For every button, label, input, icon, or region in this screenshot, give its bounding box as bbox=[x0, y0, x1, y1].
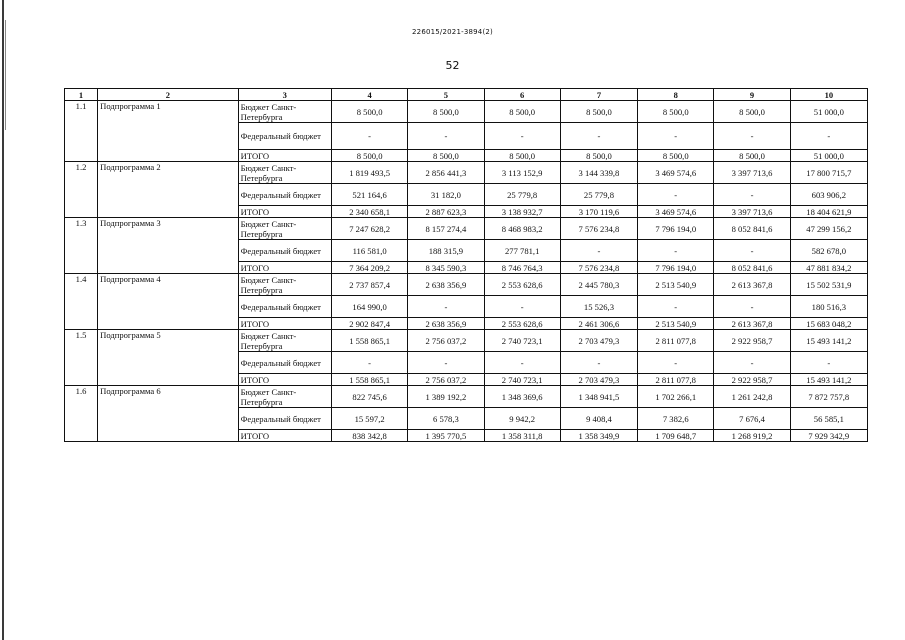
value-cell: - bbox=[638, 352, 714, 374]
value-cell: 2 613 367,8 bbox=[714, 274, 790, 296]
value-cell: 1 348 941,5 bbox=[560, 386, 637, 408]
funding-source: Федеральный бюджет bbox=[238, 123, 331, 150]
value-cell: 2 756 037,2 bbox=[408, 374, 484, 386]
value-cell: 18 404 621,9 bbox=[790, 206, 867, 218]
funding-source: Федеральный бюджет bbox=[238, 408, 331, 430]
value-cell: 1 348 369,6 bbox=[484, 386, 560, 408]
funding-source: Бюджет Санкт-Петербурга bbox=[238, 218, 331, 240]
table-row bbox=[65, 386, 868, 408]
funding-source: Федеральный бюджет bbox=[238, 240, 331, 262]
header-cell: 9 bbox=[714, 89, 790, 101]
value-cell: 17 800 715,7 bbox=[790, 162, 867, 184]
value-cell: 2 756 037,2 bbox=[408, 330, 484, 352]
header-cell: 8 bbox=[638, 89, 714, 101]
value-cell: 3 144 339,8 bbox=[560, 162, 637, 184]
table-row bbox=[65, 162, 868, 184]
funding-source: Бюджет Санкт-Петербурга bbox=[238, 330, 331, 352]
value-cell: 2 553 628,6 bbox=[484, 318, 560, 330]
value-cell: 1 261 242,8 bbox=[714, 386, 790, 408]
value-cell: 31 182,0 bbox=[408, 184, 484, 206]
value-cell: 1 358 349,9 bbox=[560, 430, 637, 442]
funding-source: ИТОГО bbox=[238, 150, 331, 162]
document-number: 226015/2021-3894(2) bbox=[412, 28, 493, 36]
header-cell: 1 bbox=[65, 89, 98, 101]
funding-source: Бюджет Санкт-Петербурга bbox=[238, 274, 331, 296]
value-cell: 1 268 919,2 bbox=[714, 430, 790, 442]
value-cell: 47 299 156,2 bbox=[790, 218, 867, 240]
value-cell: - bbox=[714, 123, 790, 150]
value-cell: 8 468 983,2 bbox=[484, 218, 560, 240]
value-cell: - bbox=[714, 184, 790, 206]
row-index: 1.2 bbox=[65, 162, 98, 218]
value-cell: 2 887 623,3 bbox=[408, 206, 484, 218]
value-cell: 9 408,4 bbox=[560, 408, 637, 430]
subprogram-name: Подпрограмма 3 bbox=[98, 218, 239, 274]
value-cell: 2 703 479,3 bbox=[560, 330, 637, 352]
value-cell: - bbox=[331, 352, 407, 374]
value-cell: 180 516,3 bbox=[790, 296, 867, 318]
value-cell: - bbox=[408, 352, 484, 374]
value-cell: 7 929 342,9 bbox=[790, 430, 867, 442]
header-cell: 7 bbox=[560, 89, 637, 101]
value-cell: 1 358 311,8 bbox=[484, 430, 560, 442]
value-cell: - bbox=[560, 240, 637, 262]
value-cell: 15 493 141,2 bbox=[790, 330, 867, 352]
value-cell: 6 578,3 bbox=[408, 408, 484, 430]
funding-source: ИТОГО bbox=[238, 318, 331, 330]
value-cell: 2 902 847,4 bbox=[331, 318, 407, 330]
header-cell: 10 bbox=[790, 89, 867, 101]
value-cell: 9 942,2 bbox=[484, 408, 560, 430]
value-cell: 2 740 723,1 bbox=[484, 374, 560, 386]
value-cell: 7 872 757,8 bbox=[790, 386, 867, 408]
value-cell: 7 796 194,0 bbox=[638, 218, 714, 240]
value-cell: 2 513 540,9 bbox=[638, 274, 714, 296]
subprogram-name: Подпрограмма 5 bbox=[98, 330, 239, 386]
value-cell: 8 500,0 bbox=[638, 150, 714, 162]
value-cell: - bbox=[638, 296, 714, 318]
page-number: 52 bbox=[445, 59, 460, 72]
value-cell: 7 364 209,2 bbox=[331, 262, 407, 274]
value-cell: - bbox=[790, 123, 867, 150]
value-cell: 116 581,0 bbox=[331, 240, 407, 262]
budget-table bbox=[64, 88, 868, 442]
table-body bbox=[65, 101, 868, 442]
header-row bbox=[65, 89, 868, 101]
value-cell: 8 500,0 bbox=[714, 150, 790, 162]
table-row bbox=[65, 274, 868, 296]
row-index: 1.5 bbox=[65, 330, 98, 386]
value-cell: 2 445 780,3 bbox=[560, 274, 637, 296]
value-cell: - bbox=[560, 352, 637, 374]
row-index: 1.6 bbox=[65, 386, 98, 442]
value-cell: 2 922 958,7 bbox=[714, 330, 790, 352]
value-cell: - bbox=[484, 352, 560, 374]
funding-source: ИТОГО bbox=[238, 262, 331, 274]
value-cell: 2 740 723,1 bbox=[484, 330, 560, 352]
funding-source: ИТОГО bbox=[238, 206, 331, 218]
subprogram-name: Подпрограмма 4 bbox=[98, 274, 239, 330]
value-cell: 188 315,9 bbox=[408, 240, 484, 262]
value-cell: 7 576 234,8 bbox=[560, 218, 637, 240]
subprogram-name: Подпрограмма 6 bbox=[98, 386, 239, 442]
value-cell: 8 500,0 bbox=[408, 150, 484, 162]
value-cell: - bbox=[638, 240, 714, 262]
value-cell: 2 922 958,7 bbox=[714, 374, 790, 386]
value-cell: - bbox=[638, 123, 714, 150]
value-cell: 8 500,0 bbox=[484, 150, 560, 162]
value-cell: 2 638 356,9 bbox=[408, 318, 484, 330]
value-cell: - bbox=[408, 123, 484, 150]
value-cell: 3 170 119,6 bbox=[560, 206, 637, 218]
value-cell: 1 395 770,5 bbox=[408, 430, 484, 442]
funding-source: Бюджет Санкт-Петербурга bbox=[238, 386, 331, 408]
value-cell: - bbox=[560, 123, 637, 150]
value-cell: 3 113 152,9 bbox=[484, 162, 560, 184]
value-cell: - bbox=[714, 352, 790, 374]
value-cell: 15 493 141,2 bbox=[790, 374, 867, 386]
value-cell: 7 382,6 bbox=[638, 408, 714, 430]
value-cell: 51 000,0 bbox=[790, 150, 867, 162]
value-cell: 8 500,0 bbox=[484, 101, 560, 123]
funding-source: ИТОГО bbox=[238, 374, 331, 386]
value-cell: - bbox=[790, 352, 867, 374]
value-cell: 1 389 192,2 bbox=[408, 386, 484, 408]
value-cell: 15 683 048,2 bbox=[790, 318, 867, 330]
header-cell: 6 bbox=[484, 89, 560, 101]
value-cell: 2 340 658,1 bbox=[331, 206, 407, 218]
value-cell: 8 500,0 bbox=[408, 101, 484, 123]
value-cell: 7 576 234,8 bbox=[560, 262, 637, 274]
value-cell: 3 469 574,6 bbox=[638, 206, 714, 218]
header-cell: 2 bbox=[98, 89, 239, 101]
value-cell: 1 702 266,1 bbox=[638, 386, 714, 408]
value-cell: 2 513 540,9 bbox=[638, 318, 714, 330]
header-cell: 5 bbox=[408, 89, 484, 101]
value-cell: 1 558 865,1 bbox=[331, 374, 407, 386]
value-cell: 2 811 077,8 bbox=[638, 374, 714, 386]
value-cell: 2 461 306,6 bbox=[560, 318, 637, 330]
table-row bbox=[65, 330, 868, 352]
value-cell: 56 585,1 bbox=[790, 408, 867, 430]
value-cell: 8 500,0 bbox=[714, 101, 790, 123]
table-row bbox=[65, 101, 868, 123]
value-cell: 7 796 194,0 bbox=[638, 262, 714, 274]
value-cell: 2 638 356,9 bbox=[408, 274, 484, 296]
funding-source: Бюджет Санкт-Петербурга bbox=[238, 162, 331, 184]
subprogram-name: Подпрограмма 2 bbox=[98, 162, 239, 218]
value-cell: 1 709 648,7 bbox=[638, 430, 714, 442]
value-cell: 582 678,0 bbox=[790, 240, 867, 262]
value-cell: 521 164,6 bbox=[331, 184, 407, 206]
value-cell: 3 397 713,6 bbox=[714, 206, 790, 218]
value-cell: - bbox=[331, 123, 407, 150]
funding-source: Федеральный бюджет bbox=[238, 352, 331, 374]
value-cell: 8 500,0 bbox=[331, 101, 407, 123]
row-index: 1.4 bbox=[65, 274, 98, 330]
value-cell: 51 000,0 bbox=[790, 101, 867, 123]
value-cell: 7 676,4 bbox=[714, 408, 790, 430]
value-cell: 2 553 628,6 bbox=[484, 274, 560, 296]
value-cell: 1 819 493,5 bbox=[331, 162, 407, 184]
value-cell: 8 052 841,6 bbox=[714, 218, 790, 240]
value-cell: 8 052 841,6 bbox=[714, 262, 790, 274]
value-cell: 2 613 367,8 bbox=[714, 318, 790, 330]
header-cell: 3 bbox=[238, 89, 331, 101]
value-cell: 603 906,2 bbox=[790, 184, 867, 206]
value-cell: - bbox=[408, 296, 484, 318]
value-cell: 2 737 857,4 bbox=[331, 274, 407, 296]
row-index: 1.3 bbox=[65, 218, 98, 274]
value-cell: 8 500,0 bbox=[638, 101, 714, 123]
scan-edge-line bbox=[2, 0, 4, 640]
subprogram-name: Подпрограмма 1 bbox=[98, 101, 239, 162]
value-cell: - bbox=[484, 123, 560, 150]
value-cell: - bbox=[714, 296, 790, 318]
value-cell: 8 746 764,3 bbox=[484, 262, 560, 274]
value-cell: 2 703 479,3 bbox=[560, 374, 637, 386]
funding-source: ИТОГО bbox=[238, 430, 331, 442]
value-cell: - bbox=[484, 296, 560, 318]
value-cell: 3 469 574,6 bbox=[638, 162, 714, 184]
row-index: 1.1 bbox=[65, 101, 98, 162]
value-cell: 15 597,2 bbox=[331, 408, 407, 430]
value-cell: 2 811 077,8 bbox=[638, 330, 714, 352]
funding-source: Федеральный бюджет bbox=[238, 296, 331, 318]
value-cell: 25 779,8 bbox=[560, 184, 637, 206]
table-row bbox=[65, 218, 868, 240]
value-cell: 8 345 590,3 bbox=[408, 262, 484, 274]
funding-source: Федеральный бюджет bbox=[238, 184, 331, 206]
value-cell: 15 502 531,9 bbox=[790, 274, 867, 296]
value-cell: 822 745,6 bbox=[331, 386, 407, 408]
value-cell: 838 342,8 bbox=[331, 430, 407, 442]
value-cell: - bbox=[638, 184, 714, 206]
value-cell: 8 500,0 bbox=[560, 150, 637, 162]
value-cell: 8 500,0 bbox=[331, 150, 407, 162]
value-cell: 1 558 865,1 bbox=[331, 330, 407, 352]
value-cell: 3 397 713,6 bbox=[714, 162, 790, 184]
header-cell: 4 bbox=[331, 89, 407, 101]
value-cell: 15 526,3 bbox=[560, 296, 637, 318]
value-cell: 8 157 274,4 bbox=[408, 218, 484, 240]
value-cell: 47 881 834,2 bbox=[790, 262, 867, 274]
funding-source: Бюджет Санкт-Петербурга bbox=[238, 101, 331, 123]
value-cell: 2 856 441,3 bbox=[408, 162, 484, 184]
value-cell: 164 990,0 bbox=[331, 296, 407, 318]
value-cell: 277 781,1 bbox=[484, 240, 560, 262]
scan-edge-mark bbox=[5, 20, 6, 130]
value-cell: 7 247 628,2 bbox=[331, 218, 407, 240]
value-cell: 3 138 932,7 bbox=[484, 206, 560, 218]
value-cell: 8 500,0 bbox=[560, 101, 637, 123]
value-cell: 25 779,8 bbox=[484, 184, 560, 206]
value-cell: - bbox=[714, 240, 790, 262]
